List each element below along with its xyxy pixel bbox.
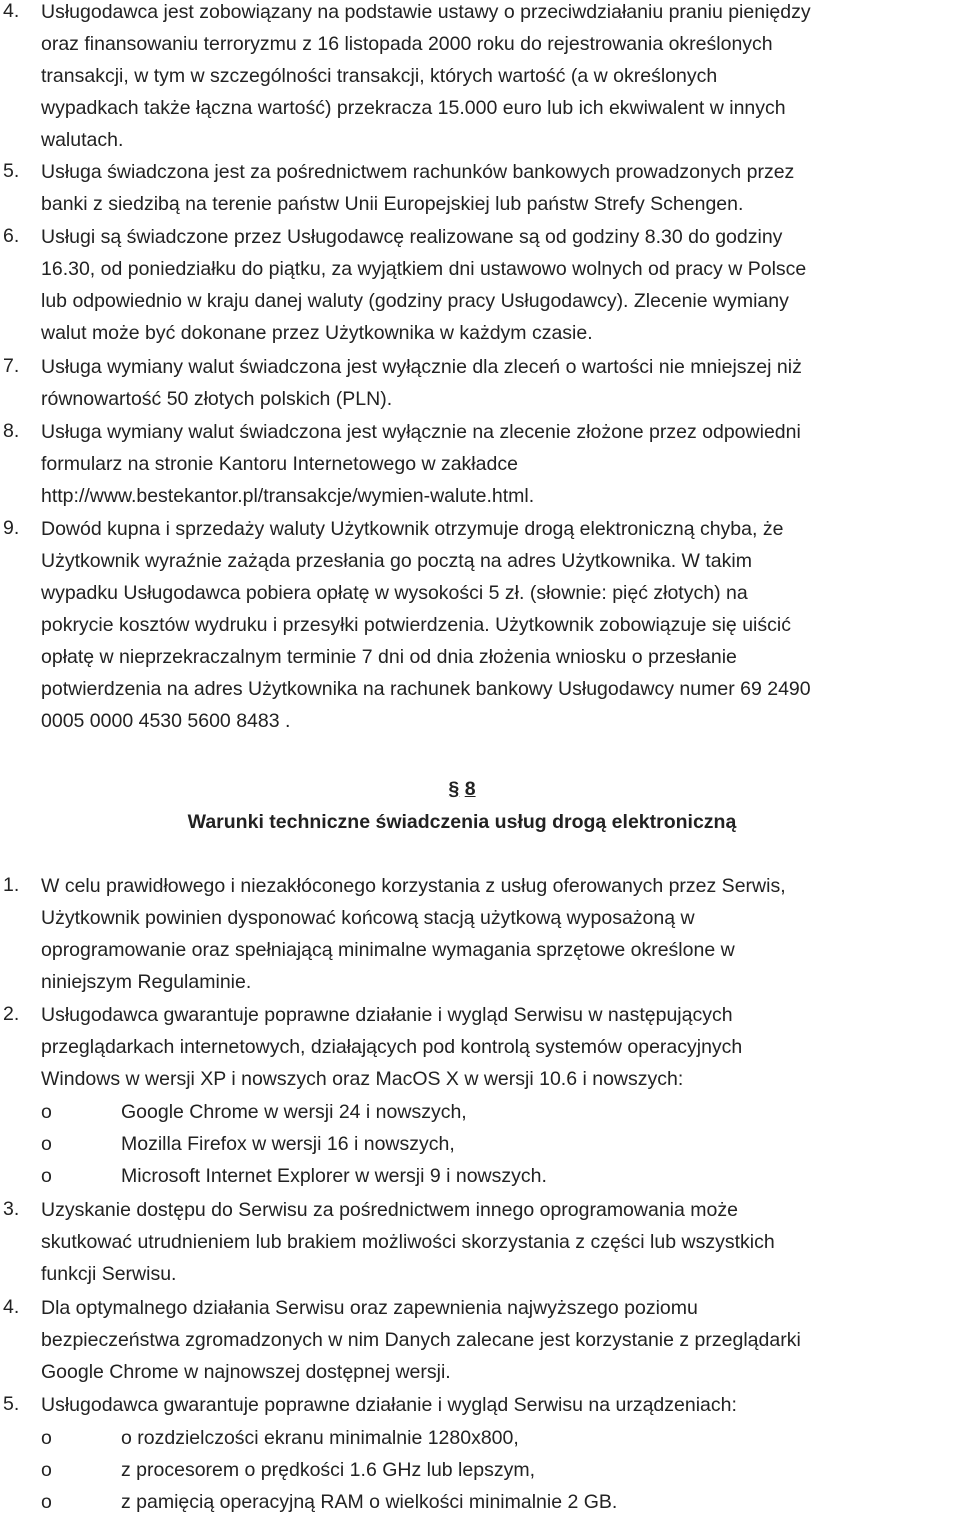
item-number: 5. (3, 1393, 20, 1415)
item-line: wypadku Usługodawca pobiera opłatę w wysokości 5 zł. (słownie: pięć złotych) na (41, 582, 748, 604)
item-line: Usługa wymiany walut świadczona jest wyłącznie dla zleceń o wartości nie mniejszej niż (41, 356, 802, 378)
sub-item-text: z procesorem o prędkości 1.6 GHz lub lepszym, (121, 1459, 535, 1481)
section-number-value: 8 (464, 778, 476, 800)
item-number: 3. (3, 1198, 20, 1220)
bullet-marker: o (41, 1165, 52, 1187)
item-line: skutkować utrudnieniem lub brakiem możliwości skorzystania z części lub wszystkich (41, 1231, 775, 1253)
sub-item-text: Microsoft Internet Explorer w wersji 9 i nowszych. (121, 1165, 547, 1187)
sub-item-text: z pamięcią operacyjną RAM o wielkości minimalnie 2 GB. (121, 1491, 618, 1513)
item-line: 16.30, od poniedziałku do piątku, za wyjątkiem dni ustawowo wolnych od pracy w Polsce (41, 258, 807, 280)
sub-item-text: o rozdzielczości ekranu minimalnie 1280x800, (121, 1427, 519, 1449)
item-line: walutach. (41, 129, 124, 151)
item-line: przeglądarkach internetowych, działających pod kontrolą systemów operacyjnych (41, 1036, 743, 1058)
bullet-marker: o (41, 1101, 52, 1123)
item-line: Windows w wersji XP i nowszych oraz MacOS X w wersji 10.6 i nowszych: (41, 1068, 684, 1090)
item-line: W celu prawidłowego i niezakłóconego korzystania z usług oferowanych przez Serwis, (41, 875, 786, 897)
item-line: 0005 0000 4530 5600 8483 . (41, 710, 291, 732)
item-number: 7. (3, 355, 20, 377)
item-number: 5. (3, 160, 20, 182)
item-line: walut może być dokonane przez Użytkownika w każdym czasie. (41, 322, 593, 344)
item-number: 4. (3, 0, 20, 22)
item-line: oraz finansowaniu terroryzmu z 16 listopada 2000 roku do rejestrowania określonych (41, 33, 773, 55)
item-line: Dla optymalnego działania Serwisu oraz zapewnienia najwyższego poziomu (41, 1297, 698, 1319)
item-line: banki z siedzibą na terenie państw Unii Europejskiej lub państw Strefy Schengen. (41, 193, 744, 215)
item-line: funkcji Serwisu. (41, 1263, 177, 1285)
item-number: 4. (3, 1296, 20, 1318)
item-number: 1. (3, 874, 20, 896)
section-title: Warunki techniczne świadczenia usług drogą elektroniczną (187, 811, 737, 833)
item-line: pokrycie kosztów wydruku i przesyłki potwierdzenia. Użytkownik zobowiązuje się uiścić (41, 614, 791, 636)
item-line: Usługa wymiany walut świadczona jest wyłącznie na zlecenie złożone przez odpowiedni (41, 421, 801, 443)
item-line: wypadkach także łączna wartość) przekracza 15.000 euro lub ich ekwiwalent w innych (41, 97, 786, 119)
item-line: Usługodawca jest zobowiązany na podstawie ustawy o przeciwdziałaniu praniu pieniędzy (41, 1, 811, 23)
bullet-marker: o (41, 1133, 52, 1155)
item-line: Usługodawca gwarantuje poprawne działanie i wygląd Serwisu na urządzeniach: (41, 1394, 737, 1416)
item-line: Usługodawca gwarantuje poprawne działanie i wygląd Serwisu w następujących (41, 1004, 733, 1026)
item-line: Użytkownik wyraźnie zażąda przesłania go pocztą na adres Użytkownika. W takim (41, 550, 752, 572)
item-line: oprogramowanie oraz spełniającą minimalne wymagania sprzętowe określone w (41, 939, 735, 961)
item-line: bezpieczeństwa zgromadzonych w nim Danych zalecane jest korzystanie z przeglądarki (41, 1329, 801, 1351)
item-line: Usługa świadczona jest za pośrednictwem rachunków bankowych prowadzonych przez (41, 161, 795, 183)
item-line: opłatę w nieprzekraczalnym terminie 7 dni od dnia złożenia wniosku o przesłanie (41, 646, 737, 668)
item-line: Google Chrome w najnowszej dostępnej wersji. (41, 1361, 451, 1383)
item-line: lub odpowiednio w kraju danej waluty (godziny pracy Usługodawcy). Zlecenie wymiany (41, 290, 789, 312)
bullet-marker: o (41, 1459, 52, 1481)
sub-item-text: Mozilla Firefox w wersji 16 i nowszych, (121, 1133, 455, 1155)
item-line: Uzyskanie dostępu do Serwisu za pośrednictwem innego oprogramowania może (41, 1199, 738, 1221)
item-line: Dowód kupna i sprzedaży waluty Użytkownik otrzymuje drogą elektroniczną chyba, że (41, 518, 784, 540)
section-number (0, 777, 924, 801)
item-line: transakcji, w tym w szczególności transakcji, których wartość (a w określonych (41, 65, 718, 87)
item-line: potwierdzenia na adres Użytkownika na rachunek bankowy Usługodawcy numer 69 2490 (41, 678, 811, 700)
bullet-marker: o (41, 1427, 52, 1449)
item-line: niniejszym Regulaminie. (41, 971, 252, 993)
item-line: formularz na stronie Kantoru Internetowego w zakładce (41, 453, 518, 475)
bullet-marker: o (41, 1491, 52, 1513)
section-symbol: § (448, 778, 460, 800)
item-number: 6. (3, 225, 20, 247)
item-line: http://www.bestekantor.pl/transakcje/wymien-walute.html. (41, 485, 535, 507)
sub-item-text: Google Chrome w wersji 24 i nowszych, (121, 1101, 467, 1123)
item-line: Użytkownik powinien dysponować końcową stacją użytkową wyposażoną w (41, 907, 695, 929)
item-line: równowartość 50 złotych polskich (PLN). (41, 388, 393, 410)
item-number: 9. (3, 517, 20, 539)
item-number: 2. (3, 1003, 20, 1025)
item-line: Usługi są świadczone przez Usługodawcę realizowane są od godziny 8.30 do godziny (41, 226, 783, 248)
item-number: 8. (3, 420, 20, 442)
